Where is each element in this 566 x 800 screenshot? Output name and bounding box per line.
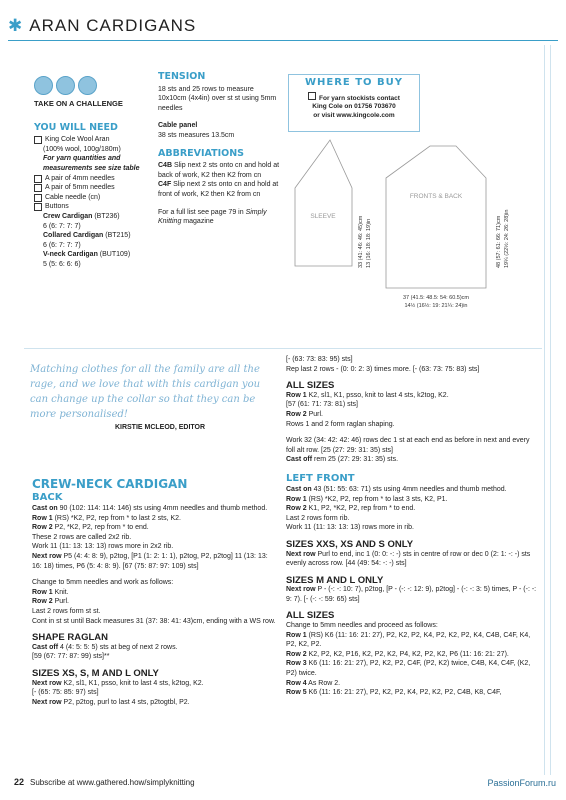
quote-attribution: KIRSTIE MCLEOD, EDITOR	[114, 424, 206, 431]
st-row-2: Row 2 Purl.	[32, 598, 69, 606]
st-row-1: Row 1 Knit.	[32, 588, 69, 596]
width-in: 14½ (16½: 19: 21¼: 24)in	[404, 303, 468, 309]
sml-next-row: Next row P - (-: -: 10: 7), p2tog, [P - (-: -: 12: 9), p2tog] - (-: -: 3: 5) times, P - (-: -: 9: 7). [- (-: -: 59: 65) sts]	[286, 586, 537, 603]
back-cast-on: Cast on 90 (102: 114: 114: 146) sts using 4mm needles and thumb method.	[32, 505, 268, 512]
where-to-buy-box	[288, 74, 420, 132]
button-vneck-values: 5 (5: 6: 6: 6)	[43, 260, 81, 268]
sleeve-in: 13 (16: 18: 18: 19)in	[366, 218, 372, 268]
button-crew: Crew Cardigan (BT236)	[43, 212, 120, 220]
crew-neck-instructions	[32, 478, 276, 707]
continue-note: Cont in st st until Back measures 31 (37: 38: 41: 43)cm, ending with a WS row.	[32, 617, 276, 625]
raglan-count: [59 (67: 77: 87: 99) sts]**	[32, 653, 110, 661]
b-row-2: Row 2 K2, P2, K2, P16, K2, P2, K2, P4, K2, P2, K2, P6 (11: 16: 21: 27).	[286, 650, 509, 658]
abbrev-c4b: C4B Slip next 2 sts onto cn and hold at back of work, K2 then K2 from cn	[158, 162, 280, 179]
need-item-needle4: A pair of 4mm needles	[34, 174, 152, 184]
asterisk-icon: ✱	[8, 16, 24, 35]
you-will-need-heading: YOU WILL NEED	[34, 121, 118, 133]
back-next-row: Next row P5 (4: 4: 8: 9), p2tog, [P1 (1: 2: 1: 1), p2tog, P2, p2tog] 11 (13: 13: 16: 18) times, P6 (5: 4: 8: 9). [67 (75: 87: 97: 109) sts]	[32, 552, 268, 570]
where-line-1: For yarn stockists contact	[289, 91, 419, 104]
raglan-form: Rows 1 and 2 form raglan shaping.	[286, 420, 395, 428]
sizes-next-row-2: Next row P2, p2tog, purl to last 4 sts, p2togtbl, P2.	[32, 698, 190, 706]
header-rule	[8, 40, 558, 41]
button-collar-values: 6 (6: 7: 7: 7)	[43, 241, 81, 249]
checkbox-icon	[34, 194, 42, 202]
back-heading: BACK	[32, 492, 63, 503]
all2-change: Change to 5mm needles and proceed as follows:	[286, 622, 438, 630]
fronts-back-label: FRONTS & BACK	[409, 193, 463, 200]
sizes-next-row-1: Next row K2, sl1, K1, psso, knit to last 4 sts, k2tog, K2.	[32, 679, 204, 687]
body-cm: 48 (57: 61: 66: 71)cm	[496, 215, 502, 268]
all-count: [57 (61: 71: 73: 81) sts]	[286, 401, 358, 409]
lf-cast-on: Cast on 43 (51: 55: 63: 71) sts using 4mm needles and thumb method.	[286, 485, 507, 493]
sizes-count: [- (65: 75: 85: 97) sts]	[32, 689, 99, 697]
sleeve-shape	[295, 140, 352, 266]
page-header	[8, 16, 196, 36]
checkbox-icon	[308, 92, 316, 100]
fronts-back-shape	[386, 146, 486, 288]
shape-raglan-heading: SHAPE RAGLAN	[32, 632, 109, 644]
lf-row-1: Row 1 (RS) *K2, P2, rep from * to last 3 sts, K2, P1.	[286, 495, 448, 503]
cast-off-rem: Cast off rem 25 (27: 29: 31: 35) sts.	[286, 456, 399, 464]
yarn-ball-icon	[34, 76, 53, 95]
yarn-detail: (100% wool, 100g/180m)	[43, 145, 121, 153]
cable-panel-text: 38 sts measures 13.5cm	[158, 131, 235, 139]
back-row-1: Row 1 (RS) *K2, P2, rep from * to last 2 sts, K2.	[32, 514, 182, 522]
materials-column	[34, 76, 152, 270]
yarn-note: For yarn quantities and measurements see size table	[43, 155, 140, 172]
abbrev-full-list: For a full list see page 79 in Simply Knitting magazine	[158, 208, 267, 226]
challenge-label: TAKE ON A CHALLENGE	[34, 99, 123, 108]
sizes-xxs-s-heading: SIZES XXS, XS AND S ONLY	[286, 538, 414, 550]
sleeve-label: SLEEVE	[310, 213, 336, 220]
yarn-ball-icon	[78, 76, 97, 95]
lf-row-2: Row 2 K1, P2, *K2, P2, rep from * to end.	[286, 505, 416, 513]
tension-heading: TENSION	[158, 71, 206, 82]
subscribe-link[interactable]: Subscribe at www.gathered.how/simplyknitting	[30, 778, 195, 787]
checkbox-icon	[34, 184, 42, 192]
watermark: PassionForum.ru	[487, 778, 556, 788]
page-number: 22	[14, 777, 25, 787]
yarn-balls	[34, 76, 152, 95]
need-item-cable: Cable needle (cn)	[34, 193, 152, 203]
button-collar: Collared Cardigan (BT215)	[43, 232, 131, 240]
b-row-1: Row 1 (RS) K6 (11: 16: 21: 27), P2, K2, P2, K4, P2, K2, P2, K4, C4B, C4F, K4, P2, K2, P2.	[286, 631, 531, 649]
side-rule	[544, 45, 551, 775]
rib-work: Work 11 (11: 13: 13: 13) rows more in 2x2 rib.	[32, 543, 174, 551]
lf-rib-note: Last 2 rows form rib.	[286, 514, 350, 522]
all-row-1: Row 1 K2, sl1, K1, psso, knit to last 4 sts, k2tog, K2.	[286, 391, 449, 399]
work-32: Work 32 (34: 42: 42: 46) rows dec 1 st at each end as before in next and every foll alt row. [25 (27: 29: 31: 35) sts]	[286, 437, 530, 454]
lf-work: Work 11 (11: 13: 13: 13) rows more in rib.	[286, 524, 414, 532]
all-sizes-heading: ALL SIZES	[286, 380, 335, 392]
checkbox-icon	[34, 203, 42, 211]
sizes-m-l-heading: SIZES M AND L ONLY	[286, 574, 384, 586]
abbrev-c4f: C4F Slip next 2 sts onto cn and hold at front of work, K2 then K2 from cn	[158, 181, 279, 198]
all-sizes-2-heading: ALL SIZES	[286, 610, 335, 622]
sleeve-cm: 33 (41: 46: 46: 45)cm	[358, 215, 364, 268]
back-row-2: Row 2 P2, *K2, P2, rep from * to end.	[32, 524, 149, 532]
b-row-5: Row 5 K6 (11: 16: 21: 27), P2, K2, P2, K4, P2, K2, P2, C4B, K8, C4F,	[286, 689, 502, 697]
checkbox-icon	[34, 136, 42, 144]
need-item-yarn: King Cole Wool Aran	[34, 135, 152, 145]
width-cm: 37 (41.5: 48.5: 54: 60.5)cm	[402, 295, 470, 301]
count-3: [- (63: 73: 83: 95) sts]	[286, 356, 353, 363]
crew-neck-heading: CREW-NECK CARDIGAN	[32, 477, 188, 491]
button-vneck: V-neck Cardigan (BUT109)	[43, 251, 131, 259]
abbreviations-heading: ABBREVIATIONS	[158, 147, 245, 159]
checkbox-icon	[34, 175, 42, 183]
where-to-buy-heading: WHERE TO BUY	[304, 77, 404, 88]
sizes-xs-l-heading: SIZES XS, S, M AND L ONLY	[32, 667, 159, 679]
sxs-next-row: Next row Purl to end, inc 1 (0: 0: -: -) sts in centre of row or dec 0 (2: 1: -: -) sts evenly across row. [44 (49: 54: -: -) sts]	[286, 550, 531, 568]
button-crew-values: 6 (6: 7: 7: 7)	[43, 222, 81, 230]
all-row-2: Row 2 Purl.	[286, 410, 323, 418]
body-in: 19¼ (22½: 24: 26: 28)in	[504, 209, 510, 268]
b-row-3: Row 3 K6 (11: 16: 21: 27), P2, K2, P2, C4F, (P2, K2) twice, C4B, K4, C4F, (K2, P2) twice.	[286, 660, 531, 678]
rep-rows: Rep last 2 rows - (0: 0: 2: 3) times more. [- (63: 73: 75: 83) sts]	[286, 365, 480, 373]
st-note: Last 2 rows form st st.	[32, 607, 101, 615]
tension-column	[158, 72, 282, 227]
section-divider	[24, 348, 542, 349]
schematic-diagram	[290, 138, 540, 318]
editor-quote: Matching clothes for all the family are all the rage, and we love that with this cardigan you can change up the collar so that they can be more personalised!	[30, 364, 261, 420]
raglan-cast-off: Cast off 4 (4: 5: 5: 5) sts at beg of next 2 rows.	[32, 643, 178, 651]
page-footer	[14, 777, 195, 787]
where-line-3: or visit www.kingcole.com	[313, 111, 395, 119]
need-item-buttons: Buttons	[34, 202, 152, 212]
page-title: ARAN CARDIGANS	[29, 16, 197, 35]
need-item-needle5: A pair of 5mm needles	[34, 183, 152, 193]
cable-panel-heading: Cable panel	[158, 122, 198, 130]
where-line-2: King Cole on 01756 703670	[312, 103, 396, 110]
right-instructions	[286, 355, 538, 698]
left-front-heading: LEFT FRONT	[286, 472, 355, 484]
b-row-4: Row 4 As Row 2.	[286, 679, 341, 687]
yarn-ball-icon	[56, 76, 75, 95]
tension-text: 18 sts and 25 rows to measure 10x10cm (4x4in) over st st using 5mm needles	[158, 85, 277, 112]
rib-note: These 2 rows are called 2x2 rib.	[32, 533, 132, 541]
change-needles: Change to 5mm needles and work as follows:	[32, 579, 174, 587]
